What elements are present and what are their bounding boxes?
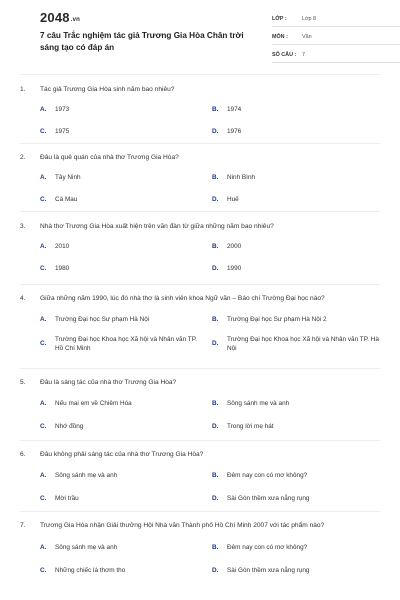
option-letter: D. xyxy=(212,196,219,203)
subject-label: MÔN : xyxy=(272,34,288,40)
option-letter: D. xyxy=(212,265,219,272)
option-d[interactable] xyxy=(212,495,380,504)
option-a[interactable] xyxy=(40,174,200,183)
option-c[interactable] xyxy=(40,495,200,504)
question-number: 3. xyxy=(20,223,26,230)
question-number: 5. xyxy=(20,379,26,386)
option-letter: A. xyxy=(40,174,47,181)
meta-row-class xyxy=(272,12,400,27)
option-text: 1990 xyxy=(227,265,242,272)
option-letter: D. xyxy=(212,340,219,348)
option-text: Sài Gòn thềm xưa nắng rụng xyxy=(227,495,310,502)
separator xyxy=(20,440,380,441)
option-text: Trong lời mẹ hát xyxy=(227,423,274,430)
question-text: Đâu không phải sáng tác của nhà thơ Trương Gia Hòa? xyxy=(40,451,204,458)
option-c[interactable] xyxy=(40,196,200,205)
question-text: Trương Gia Hòa nhận Giải thưởng Hội Nhà văn Thành phố Hồ Chí Minh 2007 với tác phẩm nào? xyxy=(40,522,325,529)
question-6 xyxy=(20,450,380,502)
option-c[interactable] xyxy=(40,128,200,137)
meta-row-count xyxy=(272,48,400,63)
option-c[interactable] xyxy=(40,265,200,274)
option-letter: A. xyxy=(40,243,47,250)
option-letter: C. xyxy=(40,128,47,135)
document-title: 7 câu Trắc nghiệm tác giả Trương Gia Hòa Chân trời sáng tạo có đáp án xyxy=(40,31,244,52)
option-text: Nếu mai em về Chiêm Hóa xyxy=(55,400,132,407)
option-text: Huế xyxy=(227,196,239,203)
option-letter: A. xyxy=(40,106,47,113)
option-a[interactable] xyxy=(40,243,200,252)
question-number: 4. xyxy=(20,295,26,302)
question-4 xyxy=(20,294,380,352)
option-letter: B. xyxy=(212,472,219,479)
question-5 xyxy=(20,378,380,430)
option-letter: D. xyxy=(212,495,219,502)
question-number: 1. xyxy=(20,86,26,93)
option-letter: D. xyxy=(212,128,219,135)
question-text: Nhà thơ Trương Gia Hòa xuất hiện trên văn đàn từ giữa những năm bao nhiêu? xyxy=(40,223,274,230)
option-text: Sông sánh mẹ và anh xyxy=(55,544,118,551)
option-text: 2010 xyxy=(55,243,70,250)
option-c[interactable] xyxy=(40,336,205,353)
header xyxy=(20,0,380,84)
option-text: Đêm nay con có mơ không? xyxy=(227,472,308,479)
meta-row-subject xyxy=(272,30,400,45)
option-text: Trường Đại học Khoa học Xã hội và Nhân văn TP. Hồ Chí Minh xyxy=(55,336,197,352)
question-2 xyxy=(20,153,380,203)
option-b[interactable] xyxy=(212,316,380,325)
option-text: Tây Ninh xyxy=(55,174,81,181)
option-text: Sông sánh mẹ và anh xyxy=(227,400,290,407)
option-letter: B. xyxy=(212,174,219,181)
option-letter: D. xyxy=(212,567,219,574)
question-number: 6. xyxy=(20,451,26,458)
option-d[interactable] xyxy=(212,567,380,576)
option-b[interactable] xyxy=(212,106,380,115)
option-b[interactable] xyxy=(212,174,380,183)
option-text: Trường Đại học Sư phạm Hà Nội xyxy=(55,316,150,323)
site-logo[interactable] xyxy=(40,10,80,25)
separator xyxy=(20,368,380,369)
question-text: Đâu là sáng tác của nhà thơ Trương Gia Hòa? xyxy=(40,379,177,386)
option-letter: A. xyxy=(40,472,47,479)
question-7 xyxy=(20,521,380,574)
option-letter: C. xyxy=(40,423,47,430)
option-a[interactable] xyxy=(40,106,200,115)
option-c[interactable] xyxy=(40,567,200,576)
option-letter: A. xyxy=(40,400,47,407)
option-d[interactable] xyxy=(212,336,380,353)
option-text: 1975 xyxy=(55,128,70,135)
option-b[interactable] xyxy=(212,472,380,481)
option-text: Mời trầu xyxy=(55,495,79,502)
option-text: Sông sánh mẹ và anh xyxy=(55,472,118,479)
logo-suffix: .vn xyxy=(70,17,81,23)
option-b[interactable] xyxy=(212,544,380,553)
option-d[interactable] xyxy=(212,128,380,137)
count-label: SỐ CÂU : xyxy=(272,52,297,58)
option-text: 1974 xyxy=(227,106,242,113)
option-letter: A. xyxy=(40,544,47,551)
option-text: Sài Gòn thềm xưa nắng rụng xyxy=(227,567,310,574)
option-letter: C. xyxy=(40,495,47,502)
option-letter: D. xyxy=(212,423,219,430)
option-a[interactable] xyxy=(40,544,200,553)
option-text: Những chiếc lá thơm tho xyxy=(55,567,126,574)
option-d[interactable] xyxy=(212,265,380,274)
option-c[interactable] xyxy=(40,423,200,432)
option-text: 2000 xyxy=(227,243,242,250)
question-3 xyxy=(20,222,380,272)
class-label: LỚP : xyxy=(272,16,287,22)
option-letter: B. xyxy=(212,316,219,323)
option-letter: B. xyxy=(212,544,219,551)
option-text: Trường Đại học Khoa học Xã hội và Nhân văn TP. Hà Nội xyxy=(227,336,379,352)
question-1 xyxy=(20,85,380,135)
subject-value: Văn xyxy=(302,34,312,40)
option-letter: B. xyxy=(212,243,219,250)
separator xyxy=(20,211,380,212)
option-a[interactable] xyxy=(40,316,200,325)
logo-text: 2048 xyxy=(40,10,70,25)
question-text: Đâu là quê quán của nhà thơ Trương Gia Hòa? xyxy=(40,154,179,161)
meta-panel xyxy=(272,12,400,66)
option-letter: B. xyxy=(212,106,219,113)
option-text: Cà Mau xyxy=(55,196,78,203)
option-text: 1980 xyxy=(55,265,70,272)
option-b[interactable] xyxy=(212,243,380,252)
option-a[interactable] xyxy=(40,472,200,481)
option-text: Đêm nay con có mơ không? xyxy=(227,544,308,551)
option-d[interactable] xyxy=(212,423,380,432)
separator xyxy=(20,143,380,144)
option-letter: C. xyxy=(40,265,47,272)
option-letter: C. xyxy=(40,340,47,348)
separator xyxy=(20,511,380,512)
option-text: 1973 xyxy=(55,106,70,113)
option-letter: C. xyxy=(40,196,47,203)
option-text: Ninh Bình xyxy=(227,174,256,181)
option-text: Nhớ đồng xyxy=(55,423,84,430)
separator xyxy=(20,284,380,285)
option-letter: C. xyxy=(40,567,47,574)
option-letter: B. xyxy=(212,400,219,407)
separator xyxy=(20,74,380,75)
option-text: Trường Đại học Sư phạm Hà Nội 2 xyxy=(227,316,327,323)
question-text: Giữa những năm 1990, lúc đó nhà thơ là sinh viên khoa Ngữ văn – Báo chí Trường Đại học nào? xyxy=(40,295,325,302)
count-value: 7 xyxy=(302,52,305,58)
question-number: 2. xyxy=(20,154,26,161)
option-d[interactable] xyxy=(212,196,380,205)
question-number: 7. xyxy=(20,522,26,529)
option-a[interactable] xyxy=(40,400,200,409)
option-letter: A. xyxy=(40,316,47,323)
option-text: 1976 xyxy=(227,128,242,135)
class-value: Lớp 8 xyxy=(302,16,317,22)
question-text: Tác giả Trương Gia Hòa sinh năm bao nhiêu? xyxy=(40,86,175,93)
option-b[interactable] xyxy=(212,400,380,409)
